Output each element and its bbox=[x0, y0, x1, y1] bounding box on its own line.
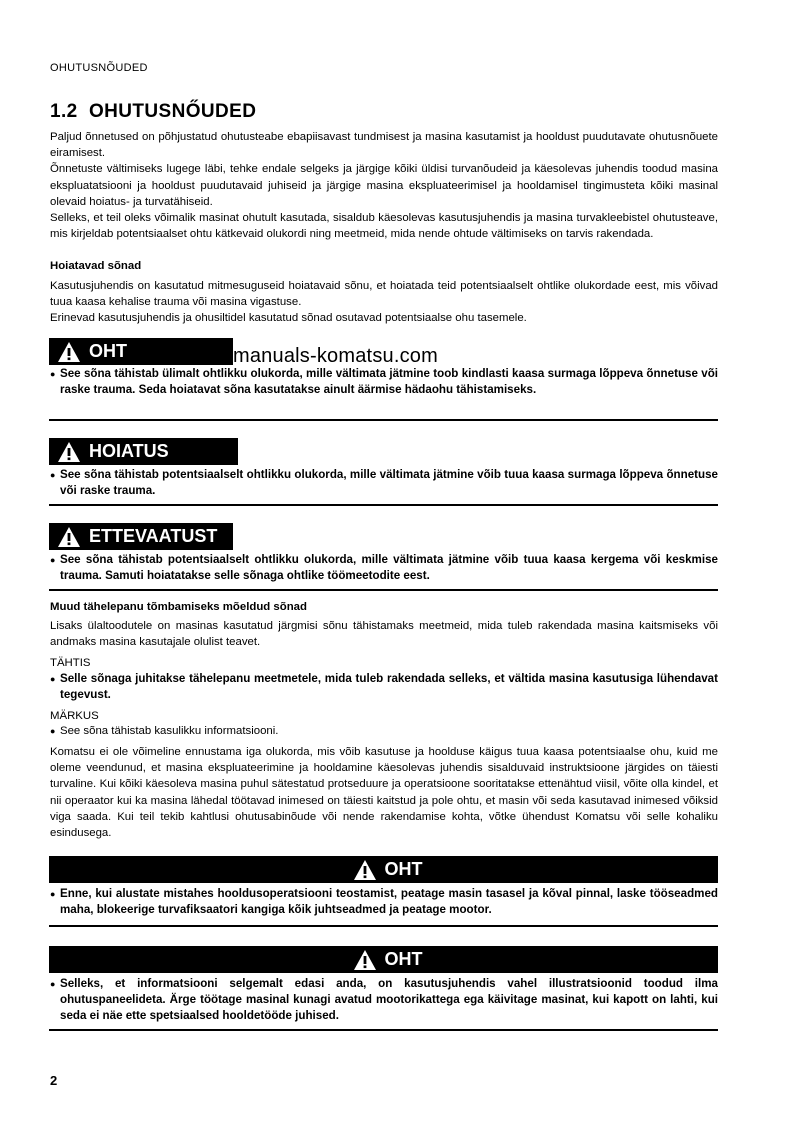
other-words-text: Lisaks ülaltoodutele on masinas kasutatud järgmisi sõnu tähistamaks meetmeid, mida tuleb rakendada masina kaitsmiseks või andmaks masina kasutajale olulist teavet. bbox=[50, 620, 718, 649]
warning-words-paragraph: Kasutusjuhendis on kasutatud mitmesuguseid hoiatavaid sõnu, et hoiatada teid potentsiaalselt ohtlike olukordade eest, mis võivad tuua kaasa kehalise trauma või masina vigastuse. bbox=[50, 280, 718, 309]
oht-banner bbox=[49, 946, 718, 973]
warning-triangle-icon bbox=[57, 441, 81, 463]
oht-signal-bar bbox=[49, 338, 233, 365]
bullet-icon: ● bbox=[50, 555, 56, 565]
intro-paragraphs bbox=[50, 129, 718, 242]
section-number: 1.2 bbox=[50, 101, 78, 122]
section-title-text: OHUTUSNŐUDED bbox=[88, 101, 257, 122]
warning-triangle-icon bbox=[353, 949, 377, 971]
tahtis-description: ● Selle sõnaga juhitakse tähelepanu meetmetele, mida tuleb rakendada selleks, et vältida masina kasutusiga lühendavat tegevust. bbox=[50, 672, 718, 701]
page-number: 2 bbox=[50, 1073, 58, 1088]
intro-paragraph: Õnnetuste vältimiseks lugege läbi, tehke endale selgeks ja järgige kõiki üldisi turvanõudeid ja käesolevas juhendis toodud masina ekspluatatsiooni ja hooldust puudutavaid juhiseid ja järgige masina ekspluateerimisel ja hooldamisel tingimusteta kõiki masinal olevaid hoiatus- ja turvatähiseid. bbox=[50, 163, 718, 208]
bullet-icon: ● bbox=[50, 889, 56, 899]
bullet-icon: ● bbox=[50, 979, 56, 989]
komatsu-paragraph: Komatsu ei ole võimeline ennustama iga olukorda, mis võib kasutuse ja hoolduse käigus tuua kaasa potentsiaalse ohu, kuid me oleme veendunud, et masina ekspluateerimine ja hooldamine käesolevas juhendis sisalduvaid instruktsioone järgides on täiesti turvaline. Kui kõiki käesoleva masina puhul sätestatud protseduure ja operatsioone sooritatakse ettenähtud viisil, võite olla kindel, et nii operaator kui ka masina lähedal töötavad inimesed on täiesti kaitstud ja pole ohtu, et masin või seda kasutavad inimesed võiksid viga saada. Kui teil tekib kahtlusi ohutusabinõude või nende rakendamise kohta, võtke ühendust Komatsu või selle kohaliku esindusega. bbox=[50, 746, 718, 840]
divider bbox=[49, 589, 718, 591]
divider bbox=[49, 925, 718, 927]
section-title bbox=[50, 101, 256, 123]
hoiatus-label: HOIATUS bbox=[89, 441, 169, 461]
bullet-icon: ● bbox=[50, 674, 56, 684]
tahtis-label: TÄHTIS bbox=[50, 657, 91, 669]
bullet-icon: ● bbox=[50, 726, 56, 736]
oht-banner-label: OHT bbox=[384, 949, 423, 969]
ettevaatust-description: ● See sõna tähistab potentsiaalselt ohtlikku olukorda, mille vältimata jätmine võib tuua kaasa kergema või keskmise trauma. Samuti hoiatatakse selle sõnaga ohtlike töömeetodite eest. bbox=[50, 553, 718, 582]
markus-label: MÄRKUS bbox=[50, 710, 99, 722]
hoiatus-description: ● See sõna tähistab potentsiaalselt ohtlikku olukorda, mille vältimata jätmine võib tuua kaasa surmaga lõppeva õnnetuse või raske trauma. bbox=[50, 468, 718, 497]
oht-banner-label: OHT bbox=[384, 859, 423, 879]
bullet-icon: ● bbox=[50, 369, 56, 379]
ettevaatust-signal-bar bbox=[49, 523, 233, 550]
other-words-heading: Muud tähelepanu tõmbamiseks mõeldud sõnad bbox=[50, 601, 307, 613]
running-header: OHUTUSNÕUDED bbox=[50, 62, 148, 74]
hoiatus-signal-bar bbox=[49, 438, 238, 465]
warning-words-text bbox=[50, 278, 718, 327]
divider bbox=[49, 419, 718, 421]
markus-description: ● See sõna tähistab kasulikku informatsiooni. bbox=[50, 725, 279, 737]
warning-triangle-icon bbox=[57, 526, 81, 548]
warning-triangle-icon bbox=[57, 341, 81, 363]
watermark: manuals-komatsu.com bbox=[233, 345, 438, 367]
bullet-icon: ● bbox=[50, 470, 56, 480]
warning-triangle-icon bbox=[353, 859, 377, 881]
divider bbox=[49, 504, 718, 506]
intro-paragraph: Selleks, et teil oleks võimalik masinat ohutult kasutada, sisaldub käesolevas kasutusjuhendis ja masina turvakleebistel ohutusteave, mis kirjeldab potentsiaalset ohtu kätkevaid olukordi ning meetmeid, mida nende ohtude vältimiseks on tarvis rakendada. bbox=[50, 212, 718, 241]
warning-words-paragraph: Erinevad kasutusjuhendis ja ohusiltidel kasutatud sõnad osutavad potentsiaalse ohu tasemele. bbox=[50, 312, 527, 325]
ettevaatust-label: ETTEVAATUST bbox=[89, 526, 218, 546]
intro-paragraph: Paljud õnnetused on põhjustatud ohutusteabe ebapiisavast tundmisest ja masina kasutamist ja hooldust puudutavate ohutusnõuete eiramisest. bbox=[50, 131, 718, 160]
warning-words-heading: Hoiatavad sõnad bbox=[50, 260, 142, 272]
oht-description: ● See sõna tähistab ülimalt ohtlikku olukorda, mille vältimata jätmine toob kindlasti kaasa surmaga lõppeva õnnetuse või raske trauma. Seda hoiatavat sõna kasutatakse ainult äärmise hädaohu tähistamiseks. bbox=[50, 367, 718, 396]
oht-banner-text: ● Selleks, et informatsiooni selgemalt edasi anda, on kasutusjuhendis vahel illustratsioonid toodud ilma ohutuspaneelideta. Ärge töötage masinal kunagi avatud mootorikattega ega käivitage masinat, kui kapott on lahti, kui seda ei näe ette spetsiaalsed hooldetööde juhised. bbox=[50, 977, 718, 1022]
oht-banner-text: ● Enne, kui alustate mistahes hooldusoperatsiooni teostamist, peatage masin tasasel ja kõval pinnal, laske tööseadmed maha, blokeerige turvafiksaatori kangiga kõik juhtseadmed ja peatage mootor. bbox=[50, 887, 718, 916]
divider bbox=[49, 1029, 718, 1031]
oht-banner bbox=[49, 856, 718, 883]
oht-label: OHT bbox=[89, 341, 127, 361]
